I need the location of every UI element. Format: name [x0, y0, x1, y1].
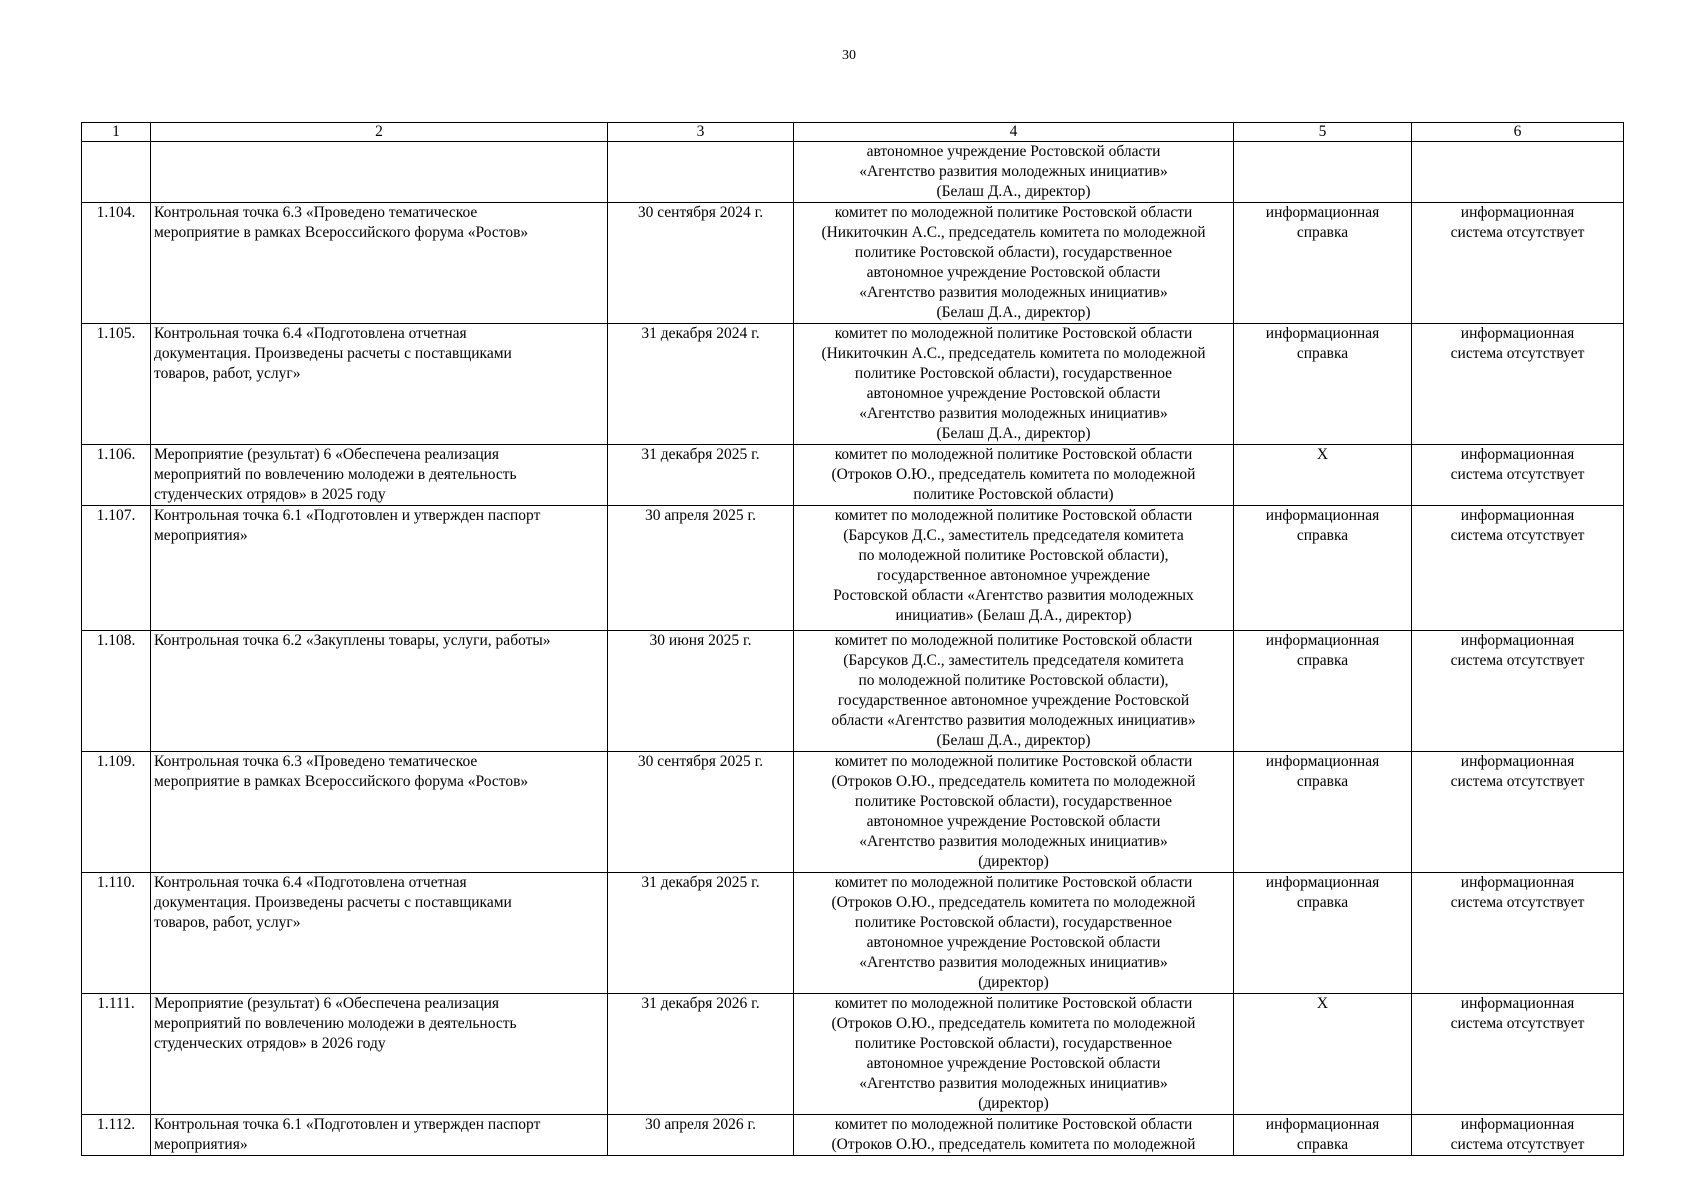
table-row	[82, 994, 1624, 1115]
document-type: информационная справка	[1234, 752, 1412, 873]
event-name: Контрольная точка 6.3 «Проведено тематическое мероприятие в рамках Всероссийского форума «Ростов»	[151, 752, 608, 873]
row-number: 1.106.	[82, 445, 151, 506]
info-system: информационная система отсутствует	[1412, 1115, 1624, 1156]
info-system: информационная система отсутствует	[1412, 445, 1624, 506]
event-name: Контрольная точка 6.4 «Подготовлена отчетная документация. Произведены расчеты с поставщиками товаров, работ, услуг»	[151, 324, 608, 445]
deadline: 31 декабря 2024 г.	[608, 324, 794, 445]
responsible: комитет по молодежной политике Ростовской области (Отроков О.Ю., председатель комитета по молодежной политике Ростовской области), государственное автономное учреждение Ростовской области «Агентство развития молодежных инициатив» (директор)	[794, 873, 1234, 994]
event-name: Контрольная точка 6.1 «Подготовлен и утвержден паспорт мероприятия»	[151, 506, 608, 631]
deadline: 31 декабря 2026 г.	[608, 994, 794, 1115]
deadline	[608, 142, 794, 203]
row-number: 1.112.	[82, 1115, 151, 1156]
column-header-5: 5	[1234, 123, 1412, 142]
column-header-2: 2	[151, 123, 608, 142]
plan-table	[81, 122, 1624, 1156]
info-system: информационная система отсутствует	[1412, 506, 1624, 631]
event-name: Контрольная точка 6.1 «Подготовлен и утвержден паспорт мероприятия»	[151, 1115, 608, 1156]
deadline: 30 апреля 2026 г.	[608, 1115, 794, 1156]
document-type: информационная справка	[1234, 203, 1412, 324]
event-name: Мероприятие (результат) 6 «Обеспечена реализация мероприятий по вовлечению молодежи в деятельность студенческих отрядов» в 2026 году	[151, 994, 608, 1115]
responsible: комитет по молодежной политике Ростовской области (Отроков О.Ю., председатель комитета по молодежной	[794, 1115, 1234, 1156]
document-type: информационная справка	[1234, 324, 1412, 445]
row-number: 1.105.	[82, 324, 151, 445]
row-number	[82, 142, 151, 203]
responsible: комитет по молодежной политике Ростовской области (Отроков О.Ю., председатель комитета по молодежной политике Ростовской области), государственное автономное учреждение Ростовской области «Агентство развития молодежных инициатив» (директор)	[794, 994, 1234, 1115]
column-header-4: 4	[794, 123, 1234, 142]
info-system: информационная система отсутствует	[1412, 203, 1624, 324]
document-type: информационная справка	[1234, 631, 1412, 752]
event-name: Контрольная точка 6.2 «Закуплены товары, услуги, работы»	[151, 631, 608, 752]
responsible: комитет по молодежной политике Ростовской области (Никиточкин А.С., председатель комитета по молодежной политике Ростовской области), государственное автономное учреждение Ростовской области «Агентство развития молодежных инициатив» (Белаш Д.А., директор)	[794, 324, 1234, 445]
responsible: комитет по молодежной политике Ростовской области (Отроков О.Ю., председатель комитета по молодежной политике Ростовской области)	[794, 445, 1234, 506]
table-row	[82, 445, 1624, 506]
row-number: 1.110.	[82, 873, 151, 994]
header-row	[82, 123, 1624, 142]
row-number: 1.109.	[82, 752, 151, 873]
responsible: автономное учреждение Ростовской области «Агентство развития молодежных инициатив» (Белаш Д.А., директор)	[794, 142, 1234, 203]
document-type: Х	[1234, 445, 1412, 506]
responsible: комитет по молодежной политике Ростовской области (Барсуков Д.С., заместитель председателя комитета по молодежной политике Ростовской области), государственное автономное учреждение Ростовской области «Агентство развития молодежных инициатив» (Белаш Д.А., директор)	[794, 631, 1234, 752]
table-row	[82, 324, 1624, 445]
info-system: информационная система отсутствует	[1412, 994, 1624, 1115]
document-type: информационная справка	[1234, 506, 1412, 631]
responsible: комитет по молодежной политике Ростовской области (Отроков О.Ю., председатель комитета по молодежной политике Ростовской области), государственное автономное учреждение Ростовской области «Агентство развития молодежных инициатив» (директор)	[794, 752, 1234, 873]
event-name: Мероприятие (результат) 6 «Обеспечена реализация мероприятий по вовлечению молодежи в деятельность студенческих отрядов» в 2025 году	[151, 445, 608, 506]
column-header-6: 6	[1412, 123, 1624, 142]
document-type	[1234, 142, 1412, 203]
responsible: комитет по молодежной политике Ростовской области (Никиточкин А.С., председатель комитета по молодежной политике Ростовской области), государственное автономное учреждение Ростовской области «Агентство развития молодежных инициатив» (Белаш Д.А., директор)	[794, 203, 1234, 324]
table-row	[82, 506, 1624, 631]
row-number: 1.108.	[82, 631, 151, 752]
deadline: 30 апреля 2025 г.	[608, 506, 794, 631]
table-row	[82, 142, 1624, 203]
deadline: 31 декабря 2025 г.	[608, 445, 794, 506]
info-system: информационная система отсутствует	[1412, 324, 1624, 445]
column-header-1: 1	[82, 123, 151, 142]
info-system: информационная система отсутствует	[1412, 752, 1624, 873]
deadline: 31 декабря 2025 г.	[608, 873, 794, 994]
deadline: 30 сентября 2024 г.	[608, 203, 794, 324]
event-name	[151, 142, 608, 203]
column-header-3: 3	[608, 123, 794, 142]
deadline: 30 июня 2025 г.	[608, 631, 794, 752]
page-number: 30	[842, 48, 856, 63]
row-number: 1.107.	[82, 506, 151, 631]
event-name: Контрольная точка 6.3 «Проведено тематическое мероприятие в рамках Всероссийского форума «Ростов»	[151, 203, 608, 324]
row-number: 1.111.	[82, 994, 151, 1115]
document-type: Х	[1234, 994, 1412, 1115]
info-system: информационная система отсутствует	[1412, 631, 1624, 752]
info-system: информационная система отсутствует	[1412, 873, 1624, 994]
responsible: комитет по молодежной политике Ростовской области (Барсуков Д.С., заместитель председателя комитета по молодежной политике Ростовской области), государственное автономное учреждение Ростовской области «Агентство развития молодежных инициатив» (Белаш Д.А., директор)	[794, 506, 1234, 631]
deadline: 30 сентября 2025 г.	[608, 752, 794, 873]
row-number: 1.104.	[82, 203, 151, 324]
table-row	[82, 752, 1624, 873]
document-type: информационная справка	[1234, 1115, 1412, 1156]
table-row	[82, 203, 1624, 324]
table-row	[82, 873, 1624, 994]
table-row	[82, 1115, 1624, 1156]
table-row	[82, 631, 1624, 752]
info-system	[1412, 142, 1624, 203]
document-type: информационная справка	[1234, 873, 1412, 994]
event-name: Контрольная точка 6.4 «Подготовлена отчетная документация. Произведены расчеты с поставщиками товаров, работ, услуг»	[151, 873, 608, 994]
